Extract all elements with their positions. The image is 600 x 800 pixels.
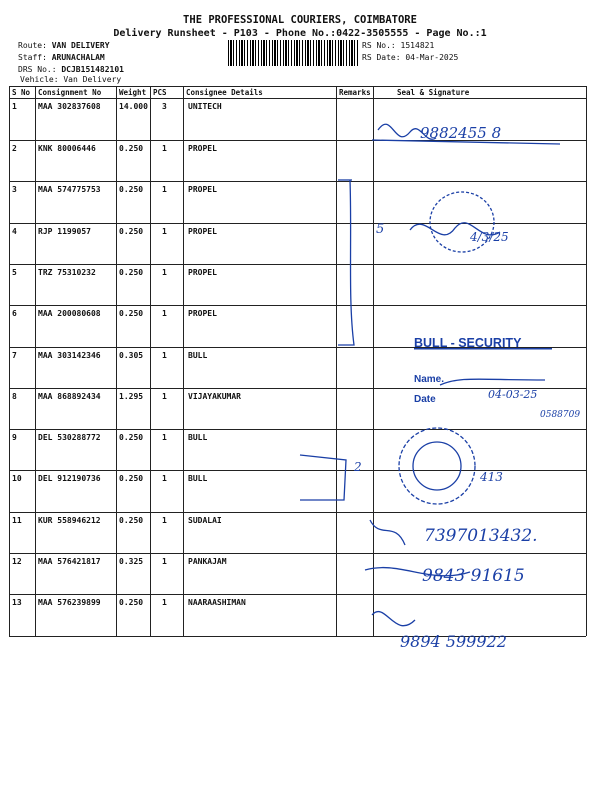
- table-cell-pcs: 1: [162, 433, 167, 442]
- bull-security-stamp: BULL - SECURITY: [414, 336, 522, 350]
- table-cell-pcs: 1: [162, 185, 167, 194]
- table-cell-weight: 1.295: [119, 392, 144, 401]
- staff-value: ARUNACHALAM: [51, 53, 105, 62]
- date-label: Date: [414, 394, 436, 405]
- table-cell-weight: 0.250: [119, 309, 144, 318]
- column-header-pcs: PCS: [153, 88, 167, 97]
- table-cell-consignee: PROPEL: [188, 185, 217, 194]
- table-cell-pcs: 1: [162, 309, 167, 318]
- drs-value: DCJB151482101: [61, 65, 124, 74]
- company-stamp-2: [399, 428, 475, 504]
- table-cell-sno: 4: [12, 227, 17, 236]
- table-cell-sno: 3: [12, 185, 17, 194]
- table-cell-consignee: BULL: [188, 474, 208, 483]
- signature-13-phone: 9894 599922: [400, 632, 507, 651]
- table-cell-consignee: UNITECH: [188, 102, 222, 111]
- table-cell-consignee: NAARAASHIMAN: [188, 598, 246, 607]
- vehicle-label: Vehicle:: [20, 75, 59, 84]
- extra-numbers: 0588709: [540, 410, 581, 420]
- rs-date-label: RS Date:: [362, 53, 401, 62]
- table-cell-pcs: 1: [162, 557, 167, 566]
- table-cell-consignment: KUR 558946212: [38, 516, 101, 525]
- company-title: THE PROFESSIONAL COURIERS, COIMBATORE: [183, 14, 417, 26]
- table-cell-consignment: RJP 1199057: [38, 227, 91, 236]
- column-header-consignment: Consignment No: [38, 88, 102, 97]
- signature-12-phone: 9843 91615: [422, 566, 525, 586]
- table-cell-sno: 1: [12, 102, 17, 111]
- table-cell-sno: 13: [12, 598, 22, 607]
- staff-label: Staff:: [18, 53, 47, 62]
- table-cell-weight: 0.250: [119, 185, 144, 194]
- rs-no-label: RS No.:: [362, 41, 396, 50]
- table-cell-consignment: MAA 200080608: [38, 309, 101, 318]
- table-cell-sno: 9: [12, 433, 17, 442]
- column-header-remarks: Remarks: [339, 88, 371, 97]
- column-header-weight: Weight: [119, 88, 147, 97]
- company-stamp-2-inner: [413, 442, 461, 490]
- table-cell-sno: 10: [12, 474, 22, 483]
- table-cell-pcs: 1: [162, 227, 167, 236]
- table-cell-consignee: BULL: [188, 433, 208, 442]
- table-cell-weight: 0.250: [119, 474, 144, 483]
- table-cell-sno: 6: [12, 309, 17, 318]
- rs-date-value: 04-Mar-2025: [405, 53, 459, 62]
- table-cell-sno: 12: [12, 557, 22, 566]
- table-cell-consignee: SUDALAI: [188, 516, 222, 525]
- table-cell-consignment: KNK 80006446: [38, 144, 96, 153]
- signature-11-phone: 7397013432.: [424, 526, 538, 546]
- table-cell-weight: 0.250: [119, 433, 144, 442]
- table-cell-weight: 0.250: [119, 268, 144, 277]
- table-cell-consignee: PROPEL: [188, 227, 217, 236]
- table-cell-sno: 2: [12, 144, 17, 153]
- table-cell-consignee: PROPEL: [188, 268, 217, 277]
- vehicle-value: Van Delivery: [63, 75, 122, 84]
- table-cell-pcs: 1: [162, 144, 167, 153]
- name-line: [440, 379, 545, 385]
- table-cell-pcs: 1: [162, 474, 167, 483]
- table-cell-sno: 5: [12, 268, 17, 277]
- stamp-1-date: 4/3/25: [470, 230, 509, 244]
- column-header-sno: S No: [12, 88, 31, 97]
- table-cell-consignee: BULL: [188, 351, 208, 360]
- table-cell-consignee: VIJAYAKUMAR: [188, 392, 241, 401]
- signature-1-phone: 9882455 8: [420, 124, 502, 142]
- table-cell-weight: 0.250: [119, 516, 144, 525]
- table-cell-sno: 11: [12, 516, 22, 525]
- runsheet-subtitle: Delivery Runsheet - P103 - Phone No.:0422-3505555 - Page No.:1: [113, 28, 487, 39]
- table-cell-consignment: MAA 576421817: [38, 557, 101, 566]
- circled-number-5: 5: [376, 222, 385, 237]
- signature-11-scribble: [370, 520, 405, 545]
- date-value: 04-03-25: [488, 388, 538, 401]
- table-cell-weight: 0.250: [119, 227, 144, 236]
- rs-no-value: 1514821: [400, 41, 435, 50]
- route-label: Route:: [18, 41, 47, 50]
- table-cell-pcs: 3: [162, 102, 167, 111]
- table-cell-consignment: TRZ 75310232: [38, 268, 96, 277]
- table-cell-weight: 0.250: [119, 598, 144, 607]
- table-cell-consignment: MAA 302837608: [38, 102, 101, 111]
- column-header-seal: Seal & Signature: [397, 88, 470, 97]
- drs-label: DRS No.:: [18, 65, 57, 74]
- table-cell-weight: 0.250: [119, 144, 144, 153]
- circled-number-2: 2: [354, 460, 362, 474]
- name-label: Name.: [414, 374, 445, 385]
- table-cell-pcs: 1: [162, 516, 167, 525]
- table-cell-weight: 0.305: [119, 351, 144, 360]
- signature-13-scribble: [372, 612, 415, 626]
- table-cell-consignment: MAA 574775753: [38, 185, 101, 194]
- table-cell-pcs: 1: [162, 268, 167, 277]
- column-header-consignee: Consignee Details: [186, 88, 263, 97]
- table-cell-consignment: MAA 868892434: [38, 392, 101, 401]
- table-cell-consignee: PROPEL: [188, 144, 217, 153]
- table-cell-consignment: MAA 576239899: [38, 598, 101, 607]
- table-cell-weight: 0.325: [119, 557, 144, 566]
- table-cell-pcs: 1: [162, 598, 167, 607]
- table-cell-sno: 8: [12, 392, 17, 401]
- table-cell-weight: 14.000: [119, 102, 148, 111]
- table-cell-consignee: PANKAJAM: [188, 557, 227, 566]
- table-cell-pcs: 1: [162, 351, 167, 360]
- table-cell-consignee: PROPEL: [188, 309, 217, 318]
- route-value: VAN DELIVERY: [51, 41, 110, 50]
- table-cell-consignment: MAA 303142346: [38, 351, 101, 360]
- table-cell-pcs: 1: [162, 392, 167, 401]
- bracket-2-stroke: [300, 455, 346, 500]
- table-cell-sno: 7: [12, 351, 17, 360]
- table-cell-consignment: DEL 912190736: [38, 474, 101, 483]
- table-cell-consignment: DEL 530288772: [38, 433, 101, 442]
- stamp-2-number: 413: [480, 470, 503, 484]
- bracket-stroke: [338, 180, 354, 345]
